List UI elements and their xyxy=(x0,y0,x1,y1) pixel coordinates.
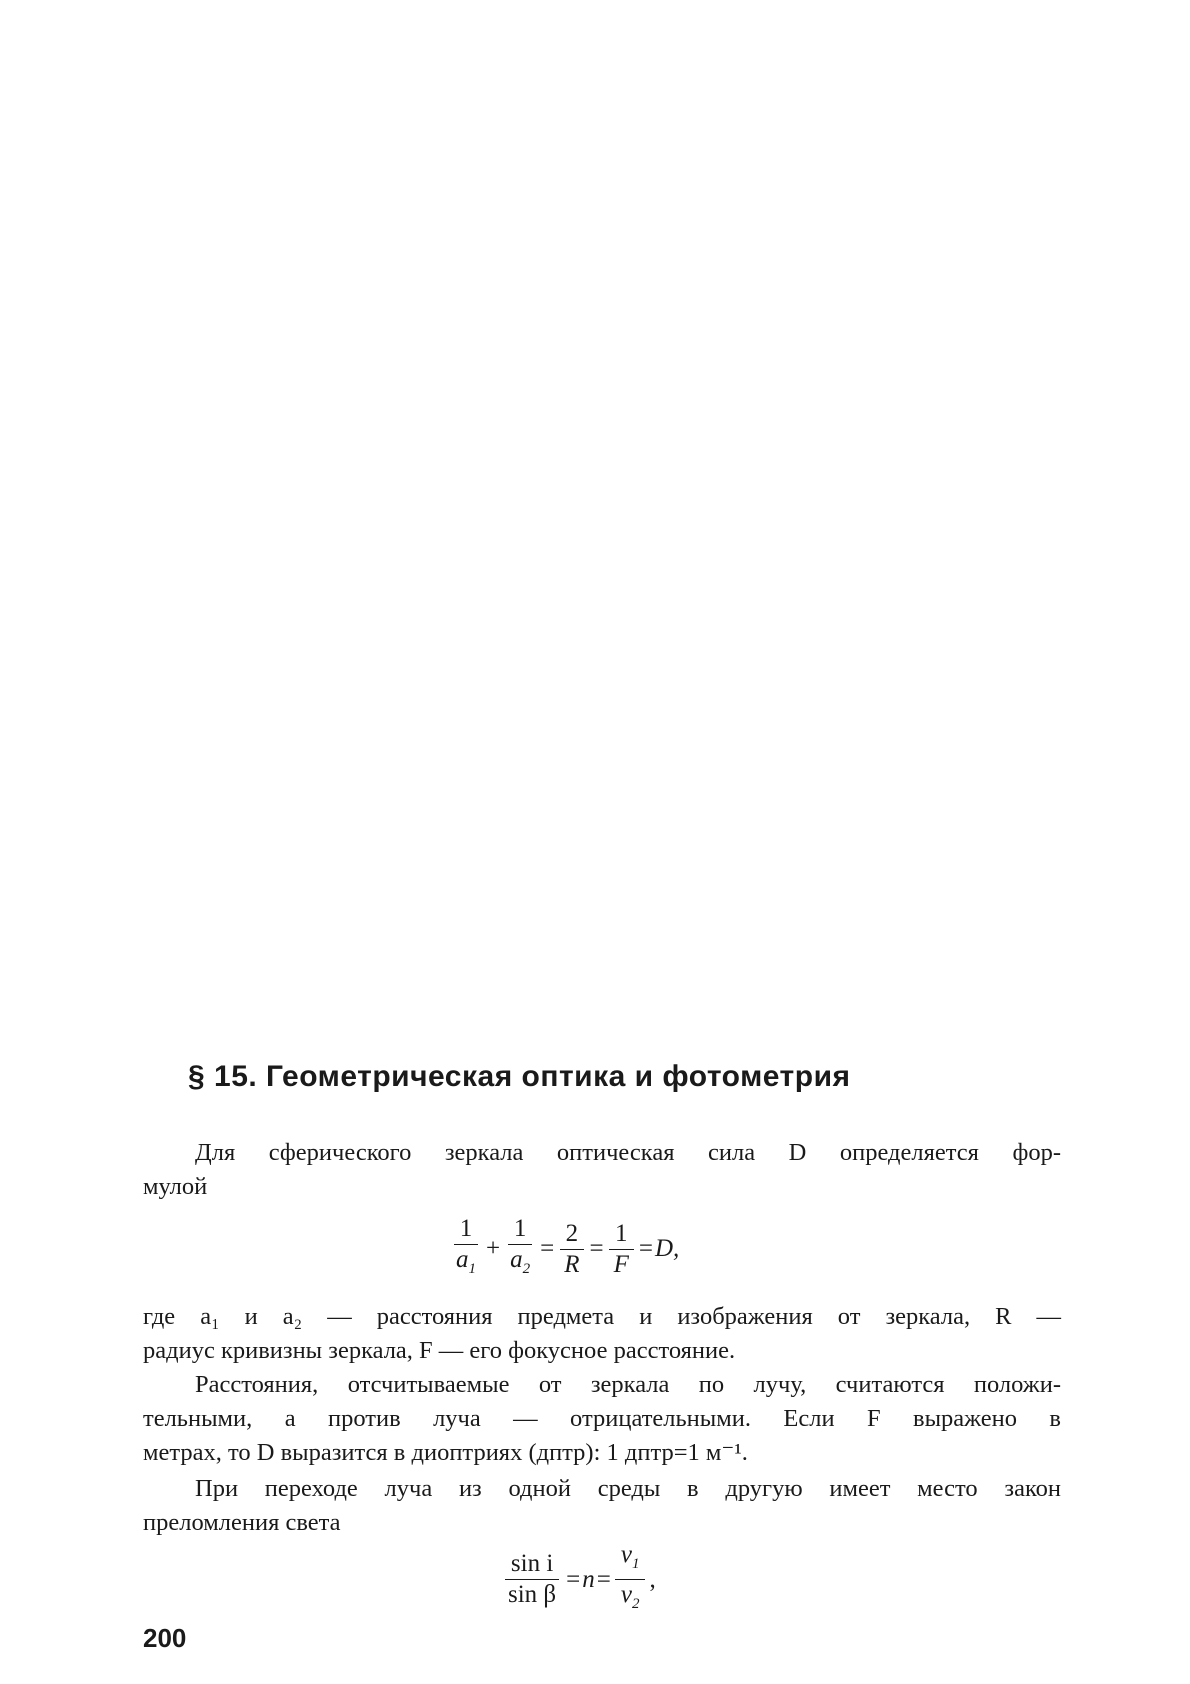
fraction xyxy=(615,1540,646,1619)
paragraph-definitions xyxy=(143,1300,1061,1368)
refraction-formula xyxy=(500,1540,658,1619)
fraction xyxy=(558,1219,585,1280)
numerator: 1 xyxy=(454,1214,479,1245)
paragraph-refraction xyxy=(143,1472,1061,1540)
numerator: 2 xyxy=(560,1219,585,1250)
text-line: тельными, а против луча — отрицательными. Если F выражено в xyxy=(143,1405,1061,1432)
formula-result: D, xyxy=(655,1235,680,1262)
paragraph-sign-convention xyxy=(143,1368,1061,1470)
punctuation: , xyxy=(649,1565,656,1593)
denominator: F xyxy=(613,1250,629,1278)
text-line: метрах, то D выразится в диоптриях (дптр): 1 дптр=1 м⁻¹. xyxy=(143,1439,748,1466)
numerator: sin i xyxy=(505,1549,559,1580)
operator: = xyxy=(589,1235,604,1262)
denominator: R xyxy=(564,1250,580,1278)
numerator: 1 xyxy=(609,1219,634,1250)
text-line: Расстояния, отсчитываемые от зеркала по лучу, считаются положи- xyxy=(195,1371,1061,1398)
text-line: где a₁ и a₂ — расстояния предмета и изображения от зеркала, R — xyxy=(143,1303,1061,1330)
operator: = xyxy=(638,1235,653,1262)
text-line: мулой xyxy=(143,1173,208,1200)
numerator: 1 xyxy=(508,1214,533,1245)
denominator: sin β xyxy=(508,1581,557,1608)
section-heading: § 15. Геометрическая оптика и фотометрия xyxy=(188,1060,851,1093)
fraction xyxy=(450,1214,482,1284)
text-line: преломления света xyxy=(143,1509,341,1536)
numerator: $v_1$ xyxy=(615,1540,646,1580)
text-line: Для сферического зеркала оптическая сила D определяется фор- xyxy=(195,1139,1061,1166)
operator: = xyxy=(540,1235,555,1262)
fraction xyxy=(504,1214,536,1284)
mirror-formula xyxy=(448,1214,679,1284)
denominator: $a_1$ xyxy=(456,1246,476,1277)
paragraph-intro xyxy=(143,1136,1061,1204)
operator: = xyxy=(566,1565,581,1593)
denominator: $a_2$ xyxy=(510,1246,531,1277)
fraction xyxy=(502,1549,562,1610)
denominator: $v_2$ xyxy=(620,1581,640,1612)
text-line: При переходе луча из одной среды в другую имеет место закон xyxy=(195,1475,1061,1502)
page-number: 200 xyxy=(143,1623,187,1653)
operator: + xyxy=(486,1235,501,1262)
operator: = xyxy=(596,1565,611,1593)
fraction xyxy=(608,1219,635,1280)
text-line: радиус кривизны зеркала, F — его фокусное расстояние. xyxy=(143,1337,736,1364)
refractive-index: n xyxy=(582,1565,595,1593)
